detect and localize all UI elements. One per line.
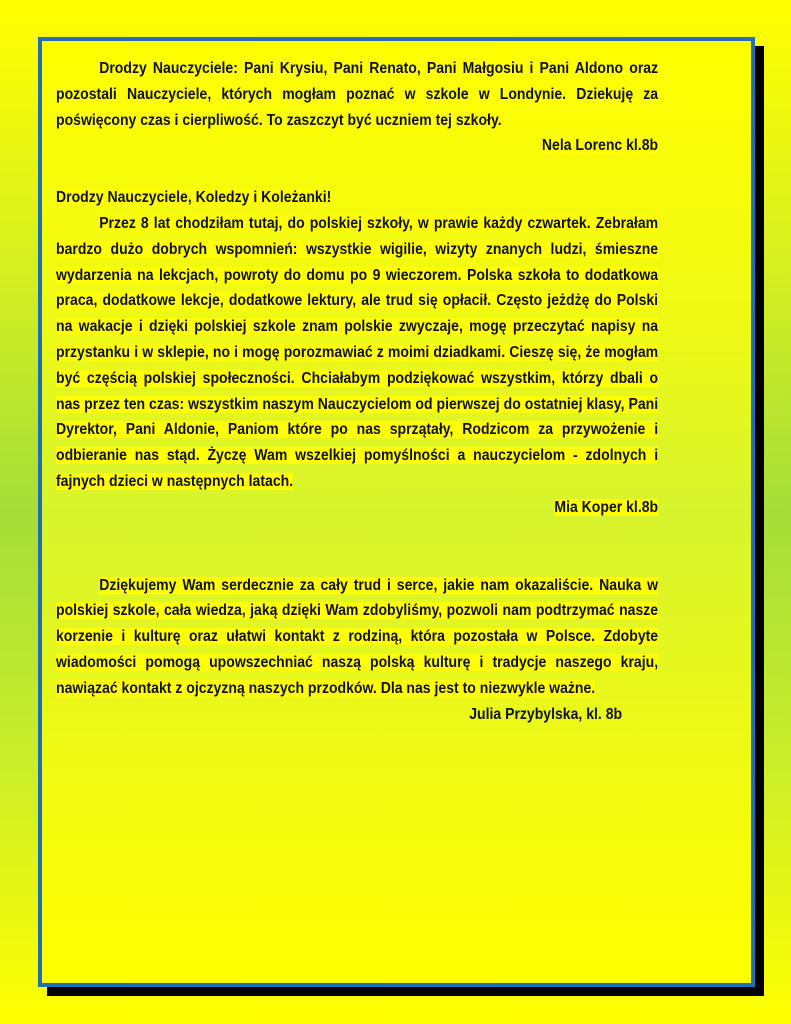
letter-content	[56, 56, 658, 727]
greeting: Drodzy Nauczyciele, Koledzy i Koleżanki!	[56, 189, 332, 207]
letter-nela	[56, 56, 658, 159]
signature: Mia Koper kl.8b	[554, 498, 659, 516]
signature: Nela Lorenc kl.8b	[541, 137, 659, 155]
letter-paragraph: Przez 8 lat chodziłam tutaj, do polskiej szkoły, w prawie każdy czwartek. Zebrałam bardzo dużo dobrych wspomnień: wszystkie wigilie, wizyty znanych ludzi, śmieszne wydarzenia na lekcjach, powroty do domu po 9 wieczorem. Polska szkoła to dodatkowa praca, dodatkowe lekcje, dodatkowe lektury, ale trud się opłacił. Często jeżdżę do Polski na wakacje i dzięki polskiej szkole znam polskie zwyczaje, mogę przeczytać napisy na przystanku i w sklepie, no i mogę porozmawiać z moimi dziadkami. Cieszę się, że mogłam być częścią polskiej społeczności. Chciałabym podziękować wszystkim, którzy dbali o nas przez ten czas: wszystkim naszym Nauczycielom od pierwszej do ostatniej klasy, Pani Dyrektor, Pani Aldonie, Paniom które po nas sprzątały, Rodzicom za przywożenie i odbieranie nas stąd. Życzę Wam wszelkiej pomyślności a nauczycielom - zdolnych i fajnych dzieci w następnych latach.	[56, 214, 659, 490]
letter-paragraph: Drodzy Nauczyciele: Pani Krysiu, Pani Renato, Pani Małgosiu i Pani Aldono oraz pozostali Nauczyciele, których mogłam poznać w szkole w Londynie. Dziekuję za poświęcony czas i cierpliwość. To zaszczyt być uczniem tej szkoły.	[56, 60, 659, 129]
letter-paragraph: Dziękujemy Wam serdecznie za cały trud i serce, jakie nam okazaliście. Nauka w polskiej szkole, cała wiedza, jaką dzięki Wam zdobyliśmy, pozwoli nam podtrzymać nasze korzenie i kulturę oraz ułatwi kontakt z rodziną, która pozostała w Polsce. Zdobyte wiadomości pomogą upowszechniać naszą polską kulturę i tradycje naszego kraju, nawiązać kontakt z ojczyzną naszych przodków. Dla nas jest to niezwykle ważne.	[56, 576, 659, 697]
signature: Julia Przybylska, kl. 8b	[469, 705, 623, 723]
letter-julia	[56, 573, 658, 728]
letter-mia	[56, 185, 658, 520]
